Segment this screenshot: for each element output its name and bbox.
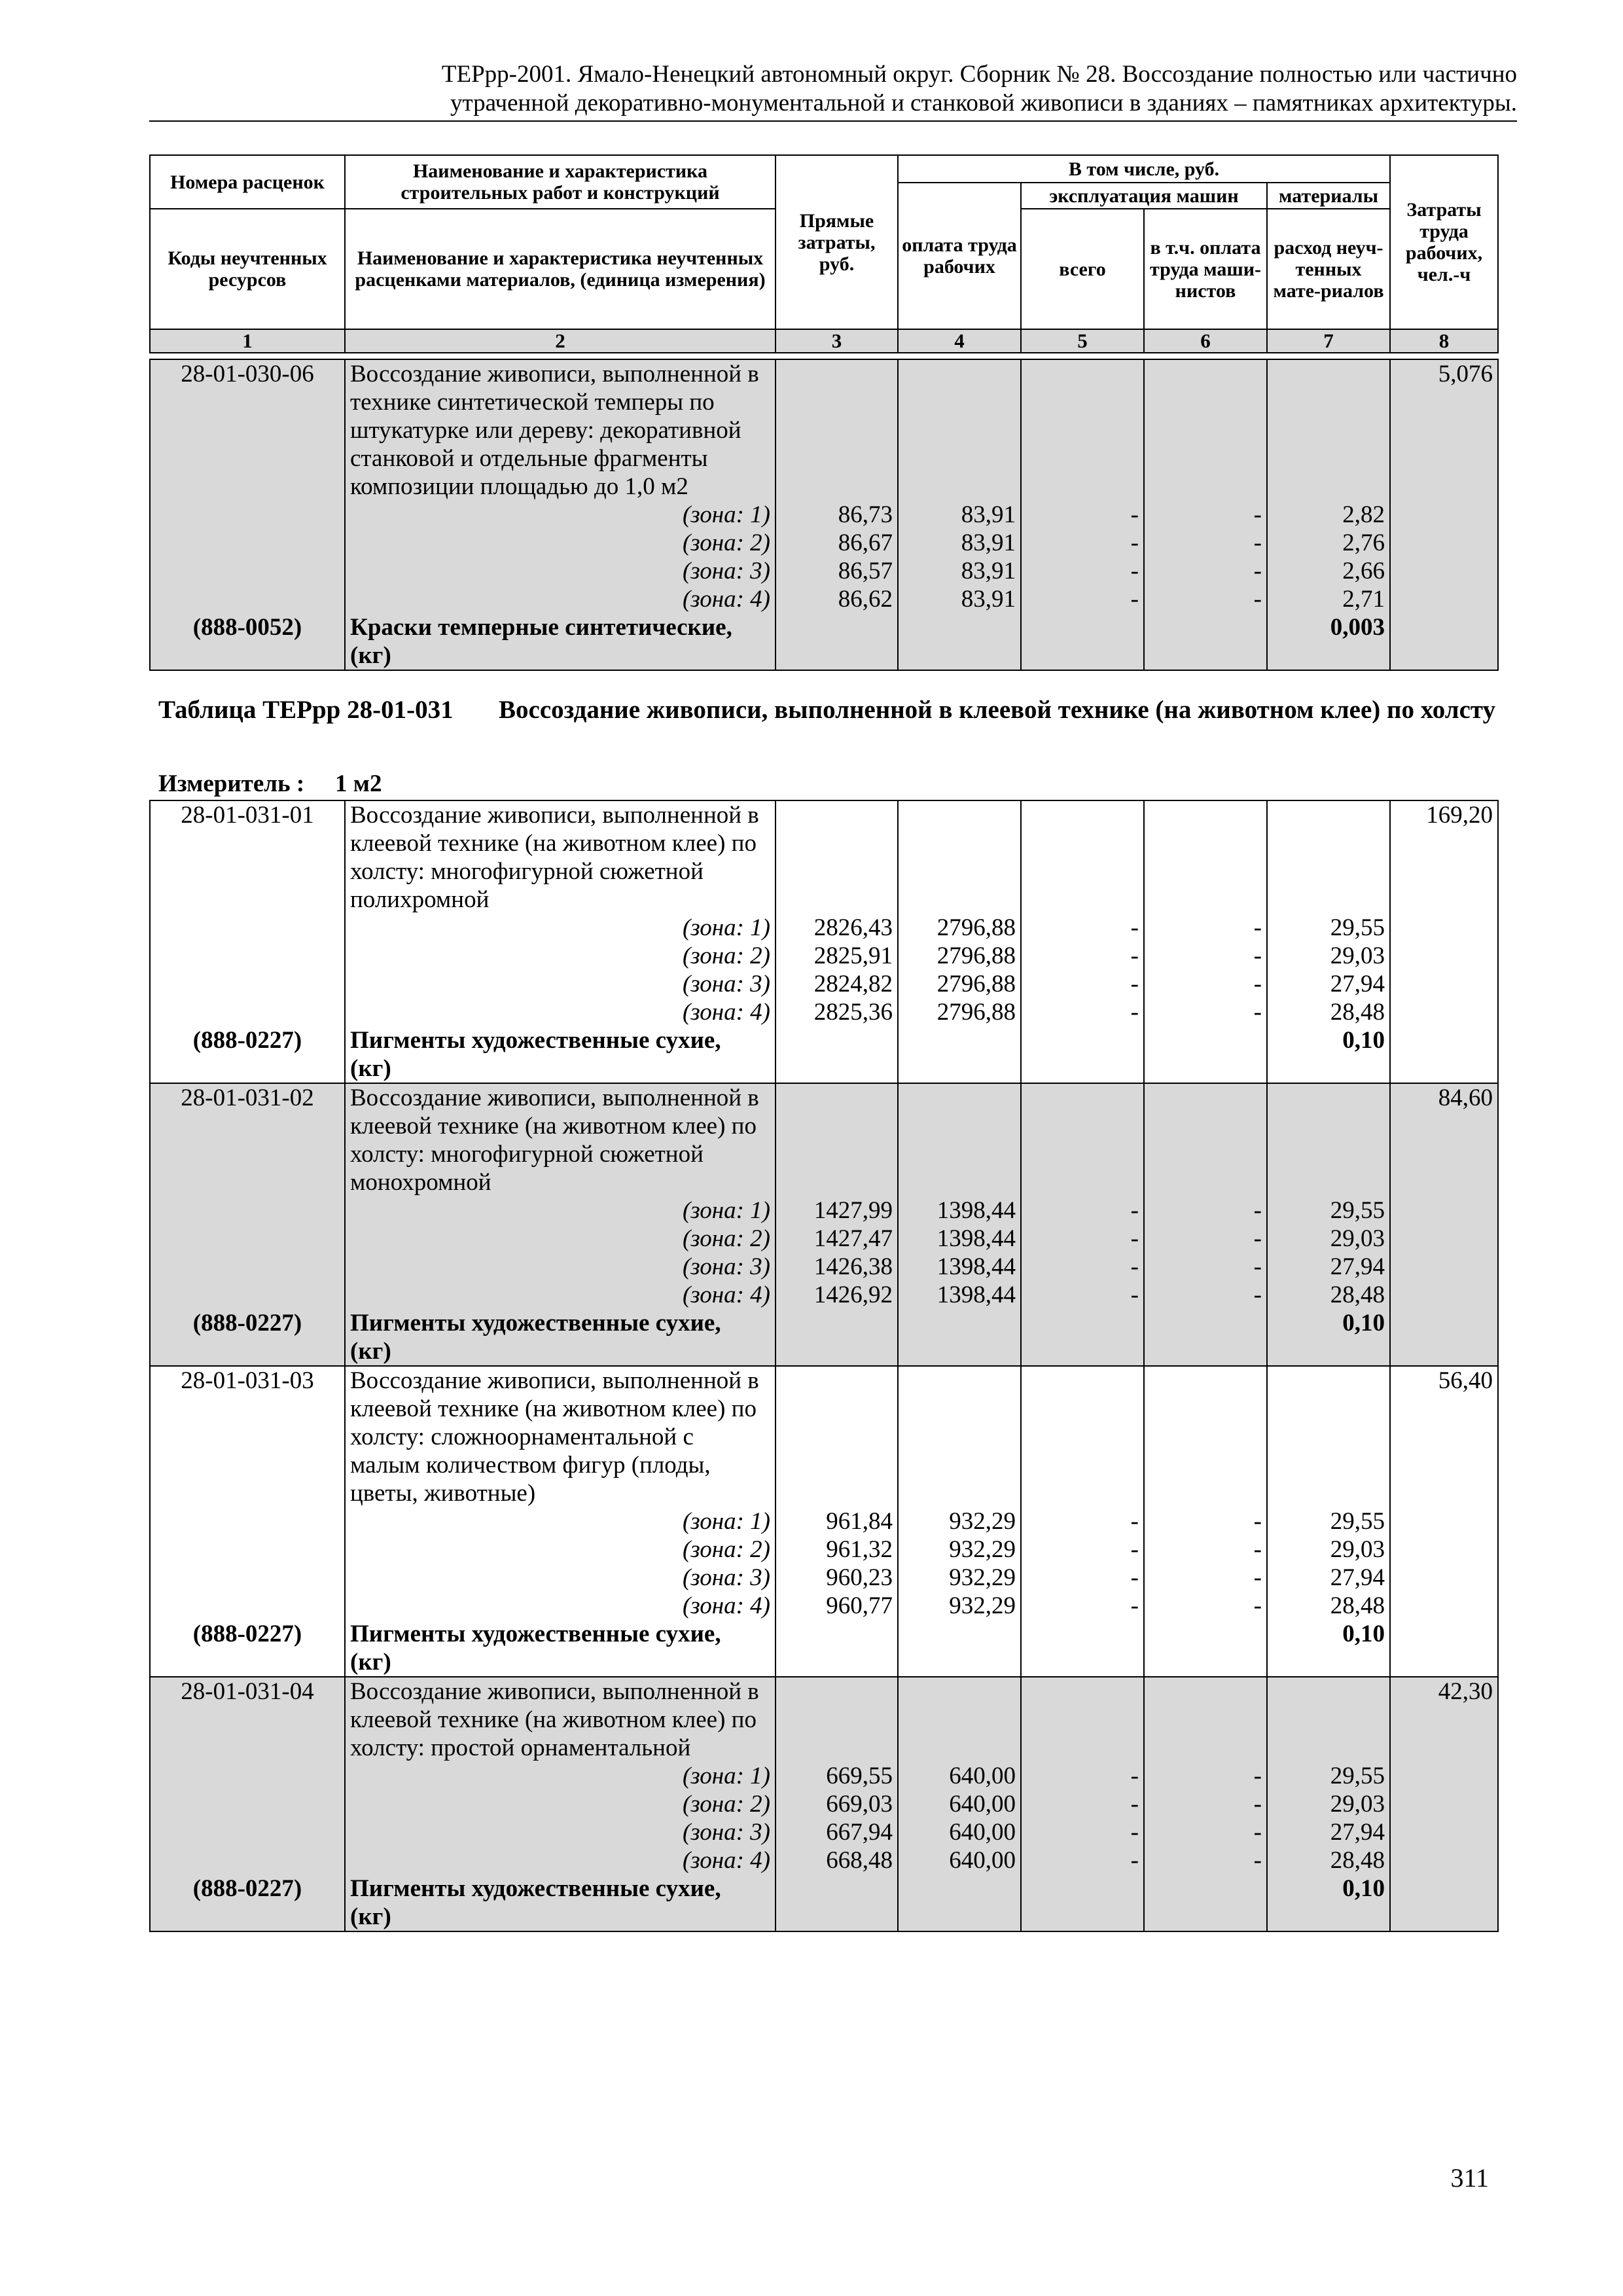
resource-unit: (кг) <box>350 1055 391 1082</box>
materials-cost: 29,55 <box>1330 914 1385 941</box>
rate-code: 28-01-031-03 <box>181 1367 314 1394</box>
direct-cost: 1426,38 <box>813 1253 893 1280</box>
worker-wage: 932,29 <box>949 1536 1016 1563</box>
worker-wage: 1398,44 <box>936 1282 1016 1308</box>
zone-label: (зона: 4) <box>682 999 770 1026</box>
direct-cost: 669,03 <box>826 1791 893 1818</box>
rate-description-line: холсту: многофигурной сюжетной <box>350 1141 704 1168</box>
resource-name: Краски темперные синтетические, <box>350 614 732 641</box>
machines-total: - <box>1130 1225 1139 1252</box>
header-unaccounted-materials: расход неуч-тенных мате-риалов <box>1267 209 1390 329</box>
materials-cost: 28,48 <box>1330 999 1385 1026</box>
worker-wage: 640,00 <box>949 1819 1016 1846</box>
machinist-wage: - <box>1253 1592 1262 1619</box>
zone-label: (зона: 1) <box>682 914 770 941</box>
worker-wage: 83,91 <box>961 558 1016 584</box>
rate-description-line: клеевой технике (на животном клее) по <box>350 1113 757 1139</box>
zone-label: (зона: 3) <box>682 558 770 584</box>
resource-code: (888-0227) <box>192 1875 302 1902</box>
resource-name: Пигменты художественные сухие, <box>350 1310 721 1336</box>
machinist-wage: - <box>1253 1819 1262 1846</box>
zone-label: (зона: 3) <box>682 1253 770 1280</box>
zone-label: (зона: 2) <box>682 1536 770 1563</box>
direct-cost: 960,23 <box>826 1564 893 1591</box>
machines-total: - <box>1130 1536 1139 1563</box>
machines-total: - <box>1130 1592 1139 1619</box>
running-header-line-2: утраченной декоративно-монументальной и станковой живописи в зданиях – памятниках архитектуры. <box>450 90 1517 117</box>
zone-label: (зона: 2) <box>682 1225 770 1252</box>
column-number: 3 <box>776 329 898 353</box>
machinist-wage: - <box>1253 501 1262 528</box>
column-number: 1 <box>150 329 345 353</box>
materials-cost: 27,94 <box>1330 1253 1385 1280</box>
zone-label: (зона: 4) <box>682 1282 770 1308</box>
column-number: 2 <box>345 329 776 353</box>
materials-cost: 27,94 <box>1330 1564 1385 1591</box>
direct-cost: 86,57 <box>838 558 893 584</box>
machinist-wage: - <box>1253 1536 1262 1563</box>
header-machines-total: всего <box>1021 209 1144 329</box>
resource-quantity: 0,10 <box>1342 1621 1385 1647</box>
labor-cost: 56,40 <box>1438 1367 1493 1394</box>
rate-table-2 <box>149 800 1499 1932</box>
materials-cost: 28,48 <box>1330 1592 1385 1619</box>
rate-code: 28-01-031-04 <box>181 1678 314 1705</box>
measurement-unit-value: 1 м2 <box>335 770 382 797</box>
direct-cost: 961,32 <box>826 1536 893 1563</box>
worker-wage: 83,91 <box>961 586 1016 613</box>
machinist-wage: - <box>1253 529 1262 556</box>
worker-wage: 932,29 <box>949 1592 1016 1619</box>
page-number: 311 <box>1450 2163 1489 2193</box>
rate-code: 28-01-031-01 <box>181 802 314 829</box>
direct-cost: 668,48 <box>826 1847 893 1874</box>
worker-wage: 1398,44 <box>936 1225 1016 1252</box>
rate-code: 28-01-031-02 <box>181 1085 314 1111</box>
header-material-name: Наименование и характеристика неучтенных расценками материалов, (единица измерения) <box>345 209 776 329</box>
machinist-wage: - <box>1253 942 1262 969</box>
running-header-line-1: ТЕРрр-2001. Ямало-Ненецкий автономный округ. Сборник № 28. Воссоздание полностью или частично <box>441 61 1517 88</box>
machinist-wage: - <box>1253 971 1262 997</box>
machines-total: - <box>1130 1197 1139 1224</box>
header-labor-costs: Затраты труда рабочих, чел.-ч <box>1390 155 1498 329</box>
materials-cost: 29,03 <box>1330 1225 1385 1252</box>
materials-cost: 29,03 <box>1330 1536 1385 1563</box>
direct-cost: 960,77 <box>826 1592 893 1619</box>
materials-cost: 27,94 <box>1330 1819 1385 1846</box>
zone-label: (зона: 3) <box>682 1819 770 1846</box>
materials-cost: 29,03 <box>1330 942 1385 969</box>
column-number: 5 <box>1021 329 1144 353</box>
machinist-wage: - <box>1253 558 1262 584</box>
header-materials: материалы <box>1267 183 1390 209</box>
rate-description-line: клеевой технике (на животном клее) по <box>350 1706 757 1733</box>
resource-code: (888-0227) <box>192 1621 302 1647</box>
measurement-unit-label: Измеритель : <box>158 770 305 797</box>
machinist-wage: - <box>1253 1253 1262 1280</box>
materials-cost: 29,55 <box>1330 1197 1385 1224</box>
machinist-wage: - <box>1253 1225 1262 1252</box>
rate-description-line: клеевой технике (на животном клее) по <box>350 830 757 857</box>
column-number: 7 <box>1267 329 1390 353</box>
machines-total: - <box>1130 914 1139 941</box>
worker-wage: 2796,88 <box>936 971 1016 997</box>
direct-cost: 961,84 <box>826 1508 893 1535</box>
rate-description-line: штукатурке или дереву: декоративной <box>350 417 741 444</box>
column-number: 8 <box>1390 329 1498 353</box>
materials-cost: 2,71 <box>1342 586 1385 613</box>
worker-wage: 640,00 <box>949 1791 1016 1818</box>
machines-total: - <box>1130 1508 1139 1535</box>
machinist-wage: - <box>1253 1197 1262 1224</box>
labor-cost: 5,076 <box>1438 361 1493 387</box>
header-direct-costs: Прямые затраты, руб. <box>776 155 898 329</box>
machines-total: - <box>1130 1819 1139 1846</box>
zone-label: (зона: 4) <box>682 1592 770 1619</box>
resource-unit: (кг) <box>350 1649 391 1676</box>
header-rate-numbers: Номера расценок <box>150 155 345 209</box>
header-worker-wages: оплата труда рабочих <box>898 183 1021 329</box>
rate-description-line: холсту: многофигурной сюжетной <box>350 858 704 885</box>
resource-name: Пигменты художественные сухие, <box>350 1027 721 1054</box>
resource-quantity: 0,10 <box>1342 1027 1385 1054</box>
machinist-wage: - <box>1253 999 1262 1026</box>
materials-cost: 2,66 <box>1342 558 1385 584</box>
column-number: 6 <box>1144 329 1267 353</box>
machines-total: - <box>1130 1763 1139 1789</box>
labor-cost: 42,30 <box>1438 1678 1493 1705</box>
rate-description-line: технике синтетической темперы по <box>350 389 715 416</box>
machines-total: - <box>1130 999 1139 1026</box>
worker-wage: 2796,88 <box>936 942 1016 969</box>
machinist-wage: - <box>1253 1564 1262 1591</box>
rate-description-line: Воссоздание живописи, выполненной в <box>350 802 759 829</box>
rate-row <box>150 800 1498 1083</box>
zone-label: (зона: 1) <box>682 501 770 528</box>
direct-cost: 667,94 <box>826 1819 893 1846</box>
resource-unit: (кг) <box>350 1903 391 1930</box>
header-resource-codes: Коды неучтенных ресурсов <box>150 209 345 329</box>
resource-code: (888-0052) <box>192 614 302 641</box>
rate-description-line: композиции площадью до 1,0 м2 <box>350 473 688 500</box>
worker-wage: 1398,44 <box>936 1253 1016 1280</box>
resource-quantity: 0,003 <box>1330 614 1385 641</box>
resource-unit: (кг) <box>350 642 391 669</box>
resource-code: (888-0227) <box>192 1310 302 1336</box>
materials-cost: 2,82 <box>1342 501 1385 528</box>
rate-description-line: Воссоздание живописи, выполненной в <box>350 1678 759 1705</box>
rate-description-line: холсту: простой орнаментальной <box>350 1734 691 1761</box>
direct-cost: 1427,99 <box>813 1197 893 1224</box>
direct-cost: 1426,92 <box>813 1282 893 1308</box>
direct-cost: 2826,43 <box>813 914 893 941</box>
resource-unit: (кг) <box>350 1338 391 1365</box>
resource-code: (888-0227) <box>192 1027 302 1054</box>
header-including: В том числе, руб. <box>898 155 1390 183</box>
zone-label: (зона: 1) <box>682 1197 770 1224</box>
rate-description-line: Воссоздание живописи, выполненной в <box>350 1085 759 1111</box>
machinist-wage: - <box>1253 1791 1262 1818</box>
machines-total: - <box>1130 558 1139 584</box>
rate-description-line: цветы, животные) <box>350 1480 536 1507</box>
rate-description-line: Воссоздание живописи, выполненной в <box>350 1367 759 1394</box>
materials-cost: 28,48 <box>1330 1282 1385 1308</box>
rate-description-line: холсту: сложноорнаментальной с <box>350 1424 694 1450</box>
machinist-wage: - <box>1253 586 1262 613</box>
resource-quantity: 0,10 <box>1342 1875 1385 1902</box>
direct-cost: 2825,91 <box>813 942 893 969</box>
zone-label: (зона: 1) <box>682 1508 770 1535</box>
materials-cost: 29,03 <box>1330 1791 1385 1818</box>
rate-code: 28-01-030-06 <box>181 361 314 387</box>
resource-name: Пигменты художественные сухие, <box>350 1875 721 1902</box>
materials-cost: 29,55 <box>1330 1763 1385 1789</box>
worker-wage: 932,29 <box>949 1508 1016 1535</box>
worker-wage: 2796,88 <box>936 999 1016 1026</box>
machines-total: - <box>1130 1282 1139 1308</box>
zone-label: (зона: 3) <box>682 1564 770 1591</box>
worker-wage: 640,00 <box>949 1847 1016 1874</box>
direct-cost: 2825,36 <box>813 999 893 1026</box>
table-title-text: Воссоздание живописи, выполненной в клеевой технике (на животном клее) по холсту <box>499 696 1496 724</box>
direct-cost: 86,67 <box>838 529 893 556</box>
direct-cost: 2824,82 <box>813 971 893 997</box>
direct-cost: 86,73 <box>838 501 893 528</box>
machinist-wage: - <box>1253 1282 1262 1308</box>
machines-total: - <box>1130 1564 1139 1591</box>
worker-wage: 640,00 <box>949 1763 1016 1789</box>
zone-label: (зона: 1) <box>682 1763 770 1789</box>
rate-row <box>150 1366 1498 1677</box>
worker-wage: 83,91 <box>961 501 1016 528</box>
zone-label: (зона: 4) <box>682 586 770 613</box>
zone-label: (зона: 3) <box>682 971 770 997</box>
direct-cost: 669,55 <box>826 1763 893 1789</box>
materials-cost: 28,48 <box>1330 1847 1385 1874</box>
rate-row <box>150 1677 1498 1931</box>
machinist-wage: - <box>1253 1508 1262 1535</box>
direct-cost: 1427,47 <box>813 1225 893 1252</box>
machines-total: - <box>1130 942 1139 969</box>
rate-description-line: монохромной <box>350 1169 491 1196</box>
measurement-unit <box>158 770 382 798</box>
machinist-wage: - <box>1253 914 1262 941</box>
column-header-table <box>149 154 1499 353</box>
header-work-name: Наименование и характеристика строительных работ и конструкций <box>345 155 776 209</box>
machinist-wage: - <box>1253 1763 1262 1789</box>
direct-cost: 86,62 <box>838 586 893 613</box>
rate-description-line: клеевой технике (на животном клее) по <box>350 1395 757 1422</box>
machines-total: - <box>1130 971 1139 997</box>
machines-total: - <box>1130 501 1139 528</box>
worker-wage: 2796,88 <box>936 914 1016 941</box>
machines-total: - <box>1130 1791 1139 1818</box>
header-machine-operation: эксплуатация машин <box>1021 183 1267 209</box>
worker-wage: 932,29 <box>949 1564 1016 1591</box>
zone-label: (зона: 4) <box>682 1847 770 1874</box>
rate-description-line: малым количеством фигур (плоды, <box>350 1452 711 1479</box>
worker-wage: 1398,44 <box>936 1197 1016 1224</box>
machines-total: - <box>1130 586 1139 613</box>
rate-description-line: полихромной <box>350 886 490 913</box>
zone-label: (зона: 2) <box>682 529 770 556</box>
labor-cost: 169,20 <box>1426 802 1493 829</box>
machines-total: - <box>1130 1253 1139 1280</box>
rate-table-1 <box>149 359 1499 671</box>
column-number: 4 <box>898 329 1021 353</box>
table-title-label: Таблица ТЕРрр 28-01-031 <box>158 696 454 724</box>
materials-cost: 29,55 <box>1330 1508 1385 1535</box>
worker-wage: 83,91 <box>961 529 1016 556</box>
machinist-wage: - <box>1253 1847 1262 1874</box>
header-machinist-wages: в т.ч. оплата труда маши-нистов <box>1144 209 1267 329</box>
labor-cost: 84,60 <box>1438 1085 1493 1111</box>
zone-label: (зона: 2) <box>682 1791 770 1818</box>
machines-total: - <box>1130 529 1139 556</box>
materials-cost: 2,76 <box>1342 529 1385 556</box>
materials-cost: 27,94 <box>1330 971 1385 997</box>
running-header <box>149 60 1517 122</box>
resource-name: Пигменты художественные сухие, <box>350 1621 721 1647</box>
rate-description-line: станковой и отдельные фрагменты <box>350 445 708 472</box>
rate-row <box>150 1083 1498 1366</box>
rate-row <box>150 359 1498 670</box>
zone-label: (зона: 2) <box>682 942 770 969</box>
machines-total: - <box>1130 1847 1139 1874</box>
resource-quantity: 0,10 <box>1342 1310 1385 1336</box>
rate-description-line: Воссоздание живописи, выполненной в <box>350 361 759 387</box>
